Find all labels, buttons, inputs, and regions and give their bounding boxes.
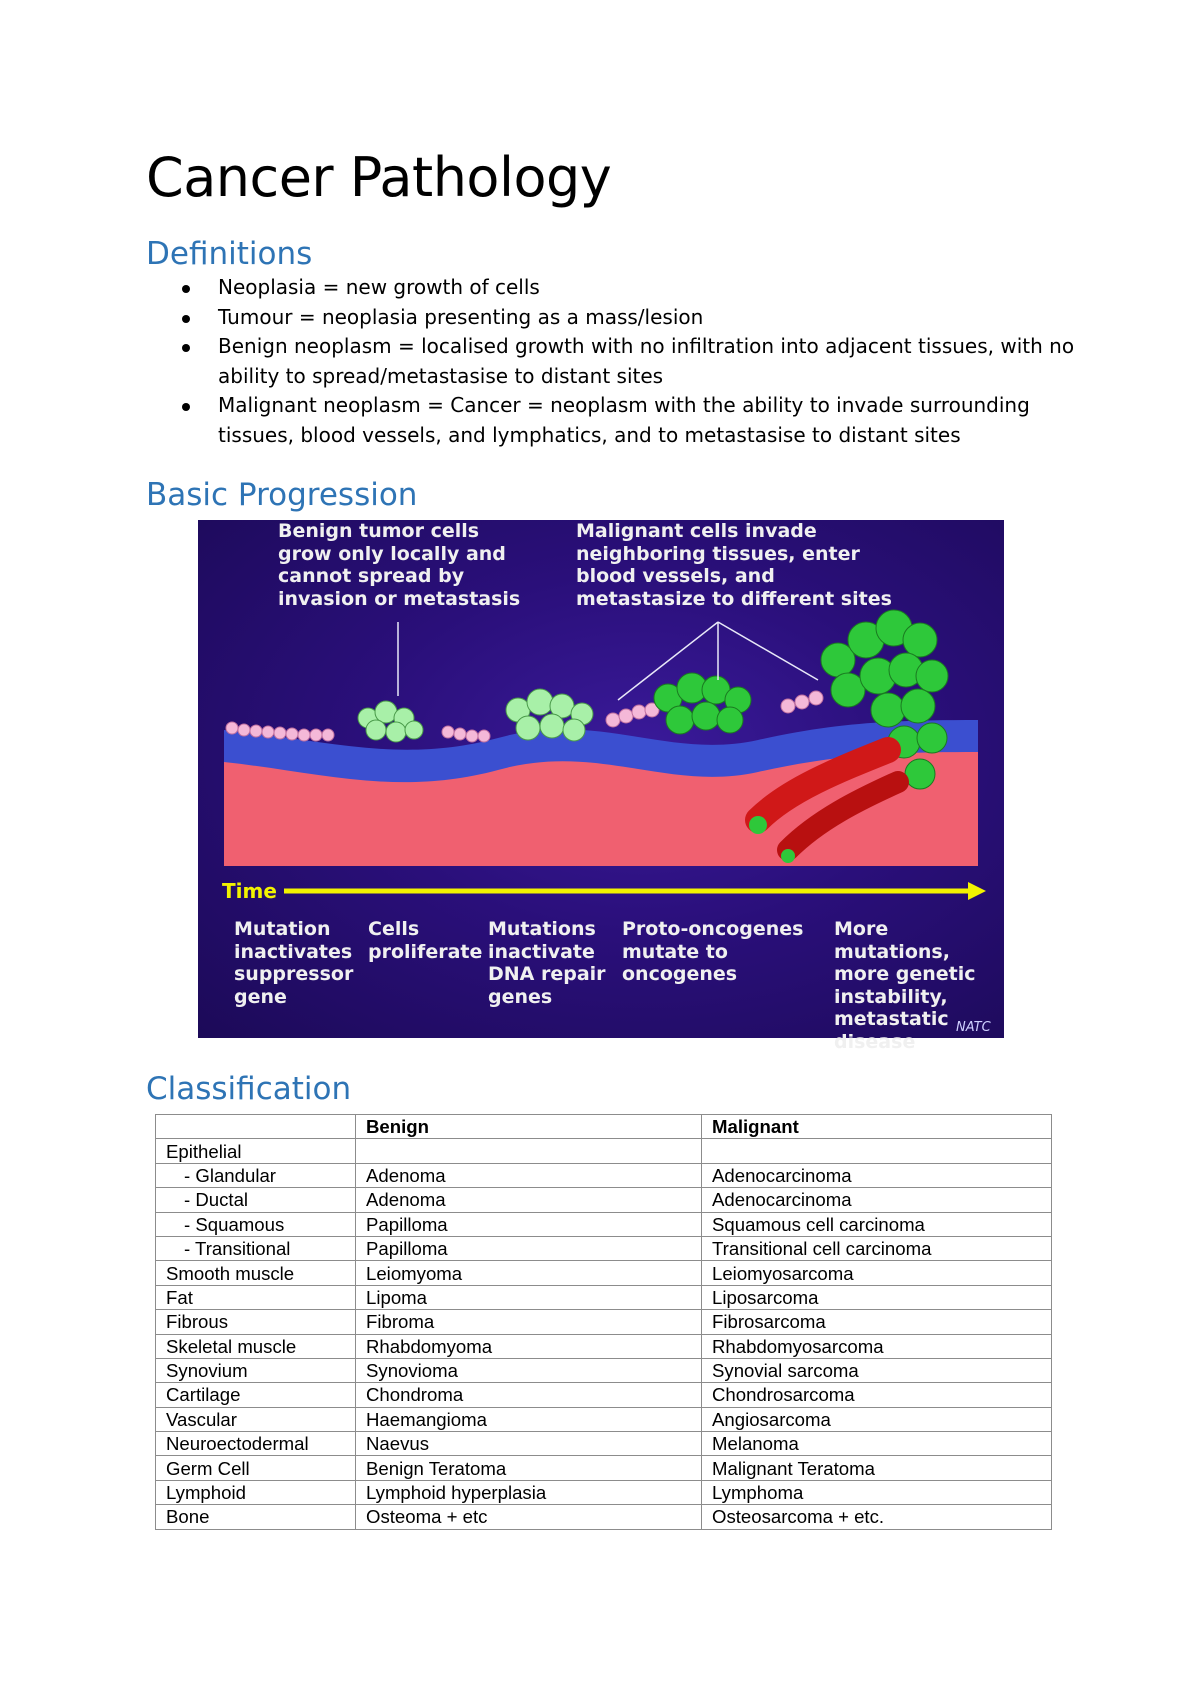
bullet-icon <box>182 315 190 323</box>
malignant-cell: Liposarcoma <box>702 1285 1052 1309</box>
table-row <box>156 1261 1052 1285</box>
tissue-cell: Neuroectodermal <box>156 1432 356 1456</box>
benign-cell: Fibroma <box>356 1310 702 1334</box>
malignant-cell: Fibrosarcoma <box>702 1310 1052 1334</box>
tissue-cell: Smooth muscle <box>156 1261 356 1285</box>
table-row <box>156 1383 1052 1407</box>
benign-cell: Benign Teratoma <box>356 1456 702 1480</box>
benign-cell: Osteoma + etc <box>356 1505 702 1529</box>
malignant-cell: Synovial sarcoma <box>702 1358 1052 1382</box>
bullet-icon <box>182 403 190 411</box>
classification-heading: Classification <box>146 1071 352 1107</box>
tissue-cell: - Glandular <box>156 1163 356 1187</box>
malignant-cell: Leiomyosarcoma <box>702 1261 1052 1285</box>
stage-label: Proto-oncogenes mutate to oncogenes <box>622 918 804 985</box>
malignant-cell: Lymphoma <box>702 1480 1052 1504</box>
table-row <box>156 1334 1052 1358</box>
tissue-cell: Fat <box>156 1285 356 1309</box>
table-row <box>156 1456 1052 1480</box>
malignant-cell: Osteosarcoma + etc. <box>702 1505 1052 1529</box>
benign-cell: Adenoma <box>356 1188 702 1212</box>
tissue-cell: Germ Cell <box>156 1456 356 1480</box>
definition-item: Benign neoplasm = localised growth with no infiltration into adjacent tissues, with no ability to spread/metastasise to distant sites <box>146 332 1086 391</box>
stage-label: Mutations inactivate DNA repair genes <box>488 918 606 1008</box>
figure-credit: NATC <box>956 1020 991 1035</box>
table-row <box>156 1358 1052 1382</box>
tissue-cell: Fibrous <box>156 1310 356 1334</box>
tissue-cell: Lymphoid <box>156 1480 356 1504</box>
definitions-list <box>146 273 1086 450</box>
benign-cell: Leiomyoma <box>356 1261 702 1285</box>
stage-label: Mutation inactivates suppressor gene <box>234 918 354 1008</box>
benign-cell: Papilloma <box>356 1236 702 1260</box>
timeline-arrow <box>284 882 986 900</box>
benign-cell: Lymphoid hyperplasia <box>356 1480 702 1504</box>
table-row <box>156 1432 1052 1456</box>
benign-cell: Chondroma <box>356 1383 702 1407</box>
definition-item: Neoplasia = new growth of cells <box>146 273 1086 303</box>
benign-cell <box>356 1139 702 1163</box>
malignant-cell: Rhabdomyosarcoma <box>702 1334 1052 1358</box>
table-row <box>156 1188 1052 1212</box>
malignant-cell: Melanoma <box>702 1432 1052 1456</box>
bullet-icon <box>182 285 190 293</box>
benign-cell: Adenoma <box>356 1163 702 1187</box>
tissue-cell: - Squamous <box>156 1212 356 1236</box>
column-header: Malignant <box>702 1115 1052 1139</box>
column-header <box>156 1115 356 1139</box>
column-header: Benign <box>356 1115 702 1139</box>
table-row <box>156 1212 1052 1236</box>
definitions-heading: Definitions <box>146 236 313 272</box>
progression-heading: Basic Progression <box>146 477 418 513</box>
malignant-cell: Malignant Teratoma <box>702 1456 1052 1480</box>
stage-label: Cells proliferate <box>368 918 483 963</box>
tissue-cell: Epithelial <box>156 1139 356 1163</box>
definition-item: Malignant neoplasm = Cancer = neoplasm with the ability to invade surrounding tissues, blood vessels, and lymphatics, and to metastasise to distant sites <box>146 391 1086 450</box>
page-title: Cancer Pathology <box>146 146 612 209</box>
bullet-icon <box>182 344 190 352</box>
malignant-cell: Adenocarcinoma <box>702 1188 1052 1212</box>
table-row <box>156 1236 1052 1260</box>
tissue-cell: - Ductal <box>156 1188 356 1212</box>
stage-label: More mutations, more genetic instability, metastatic disease <box>834 918 976 1053</box>
benign-cell: Haemangioma <box>356 1407 702 1431</box>
malignant-cell: Adenocarcinoma <box>702 1163 1052 1187</box>
malignant-cell: Chondrosarcoma <box>702 1383 1052 1407</box>
time-label: Time <box>222 879 277 903</box>
tissue-cell: - Transitional <box>156 1236 356 1260</box>
table-row <box>156 1163 1052 1187</box>
tissue-cell: Vascular <box>156 1407 356 1431</box>
classification-table <box>155 1114 1052 1530</box>
tissue-cell: Skeletal muscle <box>156 1334 356 1358</box>
benign-cell: Synovioma <box>356 1358 702 1382</box>
table-row <box>156 1480 1052 1504</box>
malignant-cell: Squamous cell carcinoma <box>702 1212 1052 1236</box>
malignant-cell <box>702 1139 1052 1163</box>
malignant-cell: Transitional cell carcinoma <box>702 1236 1052 1260</box>
table-header-row <box>156 1115 1052 1139</box>
benign-caption: Benign tumor cells grow only locally and cannot spread by invasion or metastasis <box>278 520 521 610</box>
malignant-caption: Malignant cells invade neighboring tissues, enter blood vessels, and metastasize to different sites <box>576 520 892 610</box>
benign-cell: Papilloma <box>356 1212 702 1236</box>
progression-figure <box>198 520 1004 1053</box>
benign-cell: Lipoma <box>356 1285 702 1309</box>
pointer-lines <box>398 622 818 700</box>
definition-item: Tumour = neoplasia presenting as a mass/lesion <box>146 303 1086 333</box>
table-row <box>156 1310 1052 1334</box>
benign-cell: Naevus <box>356 1432 702 1456</box>
tissue-cell: Bone <box>156 1505 356 1529</box>
tissue-cell: Synovium <box>156 1358 356 1382</box>
benign-cell: Rhabdomyoma <box>356 1334 702 1358</box>
table-row <box>156 1139 1052 1163</box>
table-row <box>156 1505 1052 1529</box>
table-row <box>156 1407 1052 1431</box>
table-body <box>156 1139 1052 1529</box>
malignant-cell: Angiosarcoma <box>702 1407 1052 1431</box>
tissue-cell: Cartilage <box>156 1383 356 1407</box>
table-row <box>156 1285 1052 1309</box>
